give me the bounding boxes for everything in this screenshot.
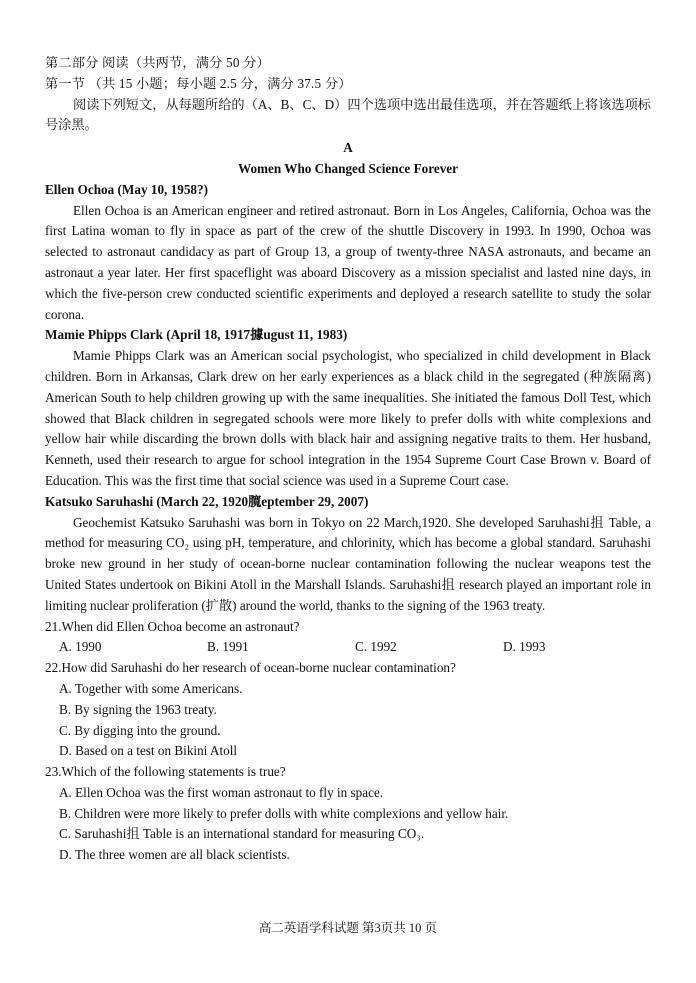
part-heading: 第二部分 阅读（共两节，满分 50 分） <box>45 55 270 70</box>
exam-page <box>45 53 651 866</box>
question-22 <box>45 658 651 762</box>
bio-text-saruhashi: Geochemist Katsuko Saruhashi was born in Tokyo on 22 March,1920. She developed Saruhashi抯 Table, a method for measuring CO₂ using pH, temperature, and chlorinity, which has become a global standard. Saruhashi broke new ground in her study of ocean-borne nuclear contamination following the nuclear weapons test the United States undertook on Bikini Atoll in the Marshall Islands. Saruhashi抯 research played an important role in limiting nuclear proliferation (扩散) around the world, thanks to the signing of the 1963 treaty. <box>45 514 651 613</box>
option-d[interactable]: D. The three women are all black scientists. <box>59 847 290 863</box>
option-c[interactable]: C. Saruhashi抯 Table is an international standard for measuring CO₃. <box>59 826 425 842</box>
options-row <box>45 637 651 658</box>
section-heading: 第一节 （共 15 小题；每小题 2.5 分，满分 37.5 分） <box>45 75 352 91</box>
option-a[interactable]: A. 1990 <box>59 639 102 655</box>
bio-name-clark: Mamie Phipps Clark (April 18, 1917據ugust 11, 1983) <box>45 327 348 343</box>
question-stem: 23.Which of the following statements is true? <box>45 764 286 780</box>
instruction-text: 阅读下列短文，从每题所给的（A、B、C、D）四个选项中选出最佳选项，并在答题纸上将该选项标号涂黑。 <box>45 96 651 133</box>
option-b[interactable]: B. Children were more likely to prefer dolls with white complexions and yellow hair. <box>59 805 509 821</box>
option-a[interactable]: A. Ellen Ochoa was the first woman astronaut to fly in space. <box>59 784 384 800</box>
question-23 <box>45 762 651 866</box>
question-stem: 21.When did Ellen Ochoa become an astronaut? <box>45 618 300 634</box>
passage-letter: A <box>343 140 353 156</box>
question-stem: 22.How did Saruhashi do her research of ocean-borne nuclear contamination? <box>45 660 456 676</box>
option-a[interactable]: A. Together with some Americans. <box>59 680 243 696</box>
page-footer: 高二英语学科试题 第3页共 10 页 <box>258 921 438 935</box>
option-d[interactable]: D. 1993 <box>503 639 546 655</box>
bio-text-ochoa: Ellen Ochoa is an American engineer and retired astronaut. Born in Los Angeles, California, Ochoa was the first Latina woman to fly in space as part of the crew of the shuttle Discovery in 1993. In 1990, Ochoa was selected to astronaut candidacy as part of Group 13, a group of twenty-three NASA astronauts, and became an astronaut a year later. Her first spaceflight was aboard Discovery as a mission specialist and lasted nine days, in which the five-person crew conducted scientific experiments and deployed a research satellite to study the solar corona. <box>45 202 651 322</box>
option-b[interactable]: B. By signing the 1963 treaty. <box>59 701 217 717</box>
bio-name-ochoa: Ellen Ochoa (May 10, 1958?) <box>45 181 209 197</box>
option-b[interactable]: B. 1991 <box>207 639 249 655</box>
bio-text-clark: Mamie Phipps Clark was an American social psychologist, who specialized in child development in Black children. Born in Arkansas, Clark drew on her early experiences as a black child in the segregated (种族隔离) American South to help children growing up with the same inequalities. She initiated the famous Doll Test, which showed that Black children in segregated schools were more likely to prefer dolls with white complexions and yellow hair while discarding the brown dolls with black hair and assigning negative traits to them. Her husband, Kenneth, used their research to argue for school integration in the 1954 Supreme Court Case Brown v. Board of Education. This was the first time that social science was used in a Supreme Court case. <box>45 348 651 488</box>
question-21 <box>45 617 651 659</box>
option-c[interactable]: C. By digging into the ground. <box>59 722 221 738</box>
bio-name-saruhashi: Katsuko Saruhashi (March 22, 1920臗eptember 29, 2007) <box>45 493 369 509</box>
option-c[interactable]: C. 1992 <box>355 639 397 655</box>
option-d[interactable]: D. Based on a test on Bikini Atoll <box>59 743 238 759</box>
passage-title: Women Who Changed Science Forever <box>237 160 459 176</box>
